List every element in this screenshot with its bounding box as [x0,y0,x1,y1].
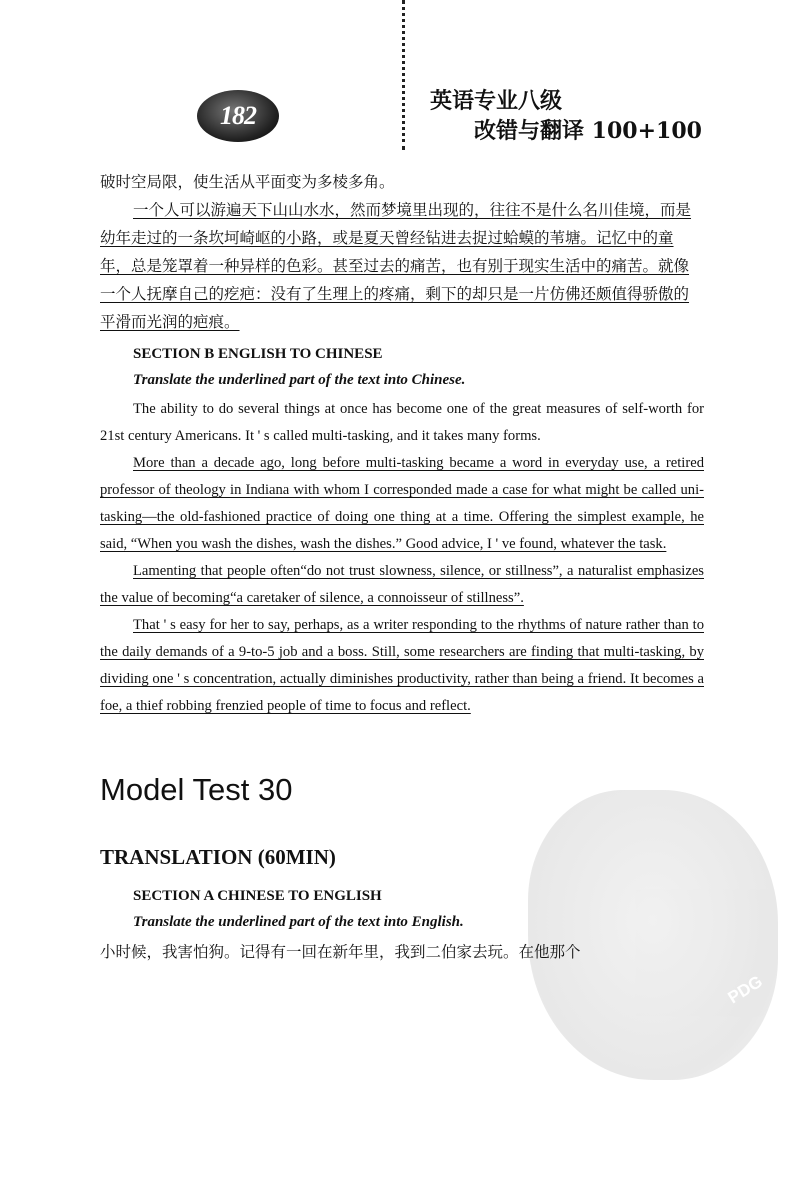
english-paragraph-4 [100,612,704,720]
translation-heading: TRANSLATION (60MIN) [100,845,336,869]
english-paragraph-2 [100,450,704,558]
underlined-chinese-text: 一个人可以游遍天下山山水水，然而梦境里出现的，往往不是什么名川佳境，而是幼年走过的一条坎坷崎岖的小路，或是夏天曾经钻进去捉过蛤蟆的苇塘。记忆中的童年，总是笼罩着一种异样的色彩。甚至过去的痛苦，也有别于现实生活中的痛苦。就像一个人抚摩自己的疙疤：没有了生理上的疼痛，剩下的却只是一片仿佛还颇值得骄傲的平滑而光润的疤痕。 [100,201,692,331]
page-number: 182 [220,101,256,130]
model-test-title: Model Test 30 [100,772,293,807]
section-a-instruction: Translate the underlined part of the text into English. [133,914,464,930]
watermark-text: PDG [724,971,766,1008]
underlined-english-text-4: That ' s easy for her to say, perhaps, as a writer responding to the rhythms of nature rather than to the daily demands of a 9-to-5 job and a boss. Still, some researchers are finding that multi-tasking, by dividing one ' s concentration, actually diminishes productivity, rather than being a friend. It becomes a foe, a thief robbing frenzied people of time to focus and reflect. [100,617,704,714]
header-divider [402,0,405,150]
section-a-heading: SECTION A CHINESE TO ENGLISH [133,888,382,904]
underlined-english-text-2: More than a decade ago, long before multi-tasking became a word in everyday use, a retired professor of theology in Indiana with whom I corresponded made a case for what might be called uni-tasking—the old-fashioned practice of doing one thing at a time. Offering the simplest example, he said, “When you wash the dishes, wash the dishes.” Good advice, I ' ve found, whatever the task. [100,455,704,552]
english-paragraph-1: The ability to do several things at once has become one of the great measures of self-worth for 21st century Americans. It ' s called multi-tasking, and it takes many forms. [100,401,704,444]
book-title-line2: 改错与翻译 100+100 [474,118,702,144]
chinese-passage-first-line: 破时空局限，使生活从平面变为多棱多角。 [100,173,395,191]
book-title-line1: 英语专业八级 [430,88,563,114]
section-b-instruction: Translate the underlined part of the text into Chinese. [133,372,466,388]
book-title [430,86,760,146]
english-paragraph-3 [100,558,704,612]
underlined-english-text-3: Lamenting that people often“do not trust slowness, silence, or stillness”, a naturalist emphasizes the value of becoming“a caretaker of silence, a connoisseur of stillness”. [100,563,704,606]
model-test-chinese-line: 小时候，我害怕狗。记得有一回在新年里，我到二伯家去玩。在他那个 [100,943,581,961]
chinese-passage-underlined [100,196,704,336]
section-b-heading: SECTION B ENGLISH TO CHINESE [133,346,383,362]
page-content [100,168,704,966]
page-number-badge [197,90,279,142]
